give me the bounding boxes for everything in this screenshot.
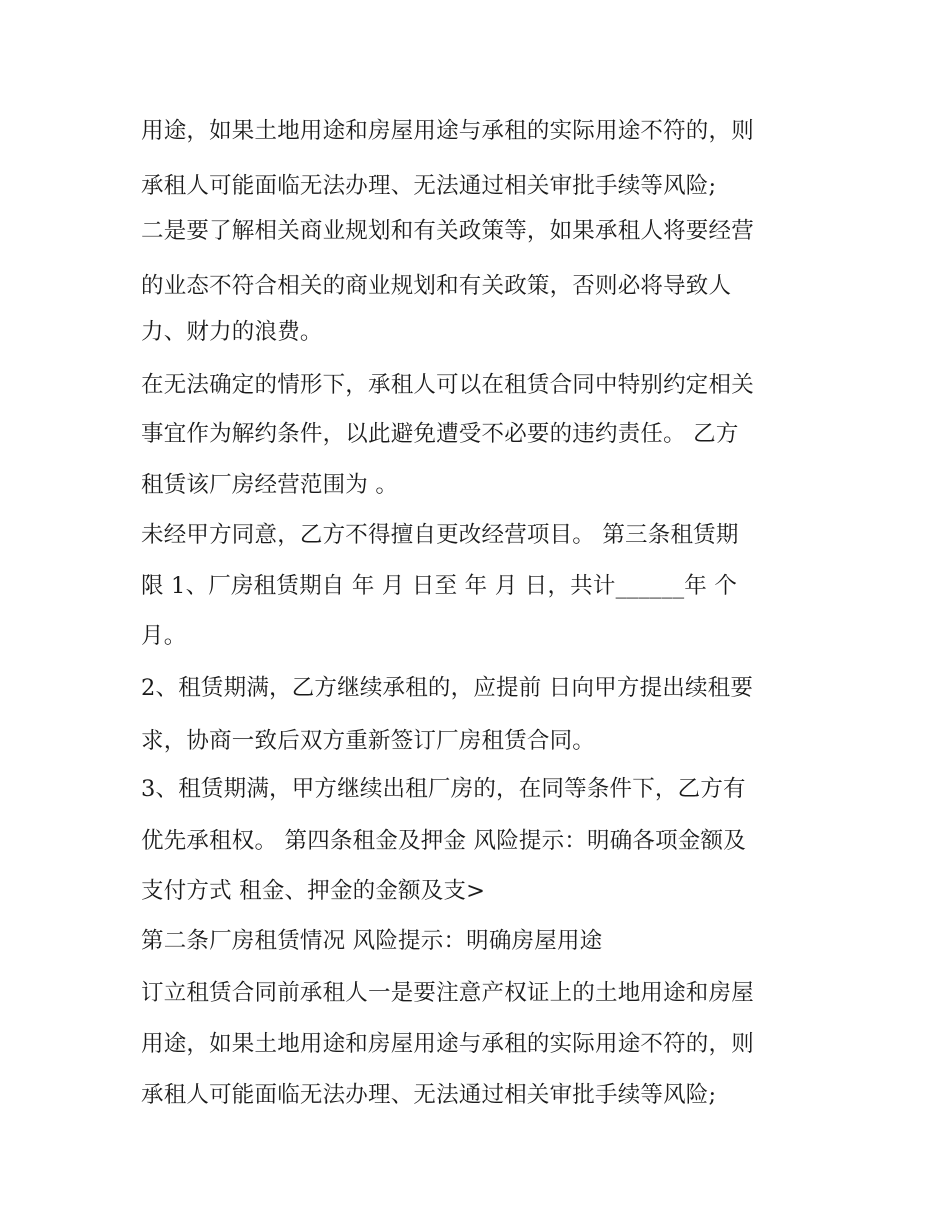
text-line: 在无法确定的情形下，承租人可以在租赁合同中特别约定相关 [141, 372, 754, 398]
text-line: 2、租赁期满，乙方继续承租的，应提前 日向甲方提出续租要 [141, 675, 754, 701]
text-line: 租赁该厂房经营范围为 。 [141, 472, 399, 498]
section-heading: 第二条厂房租赁情况 风险提示：明确房屋用途 [141, 928, 603, 954]
text-line: 力、财力的浪费。 [141, 319, 323, 345]
text-line: 月。 [141, 623, 187, 649]
text-line: 订立租赁合同前承租人一是要注意产权证上的土地用途和房屋 [141, 980, 754, 1006]
text-line: 事宜作为解约条件，以此避免遭受不必要的违约责任。 乙方 [141, 421, 739, 447]
text-line: 求，协商一致后双方重新签订厂房租赁合同。 [141, 728, 596, 754]
text-line: 承租人可能面临无法办理、无法通过相关审批手续等风险; [141, 173, 717, 199]
text-line: 用途，如果土地用途和房屋用途与承租的实际用途不符的，则 [141, 118, 754, 144]
text-line: 支付方式 租金、押金的金额及支> [141, 878, 486, 904]
text-line: 3、租赁期满，甲方继续出租厂房的，在同等条件下，乙方有 [141, 776, 746, 802]
text-line: 限 1、厂房租赁期自 年 月 日至 年 月 日，共计______年 个 [141, 573, 738, 599]
text-line: 的业态不符合相关的商业规划和有关政策，否则必将导致人 [141, 273, 732, 299]
text-line: 优先承租权。 第四条租金及押金 风险提示：明确各项金额及 [141, 828, 746, 854]
text-line: 二是要了解相关商业规划和有关政策等，如果承租人将要经营 [141, 218, 754, 244]
text-line: 用途，如果土地用途和房屋用途与承租的实际用途不符的，则 [141, 1031, 754, 1057]
text-line: 未经甲方同意，乙方不得擅自更改经营项目。 第三条租赁期 [141, 522, 739, 548]
text-line: 承租人可能面临无法办理、无法通过相关审批手续等风险; [141, 1082, 717, 1108]
